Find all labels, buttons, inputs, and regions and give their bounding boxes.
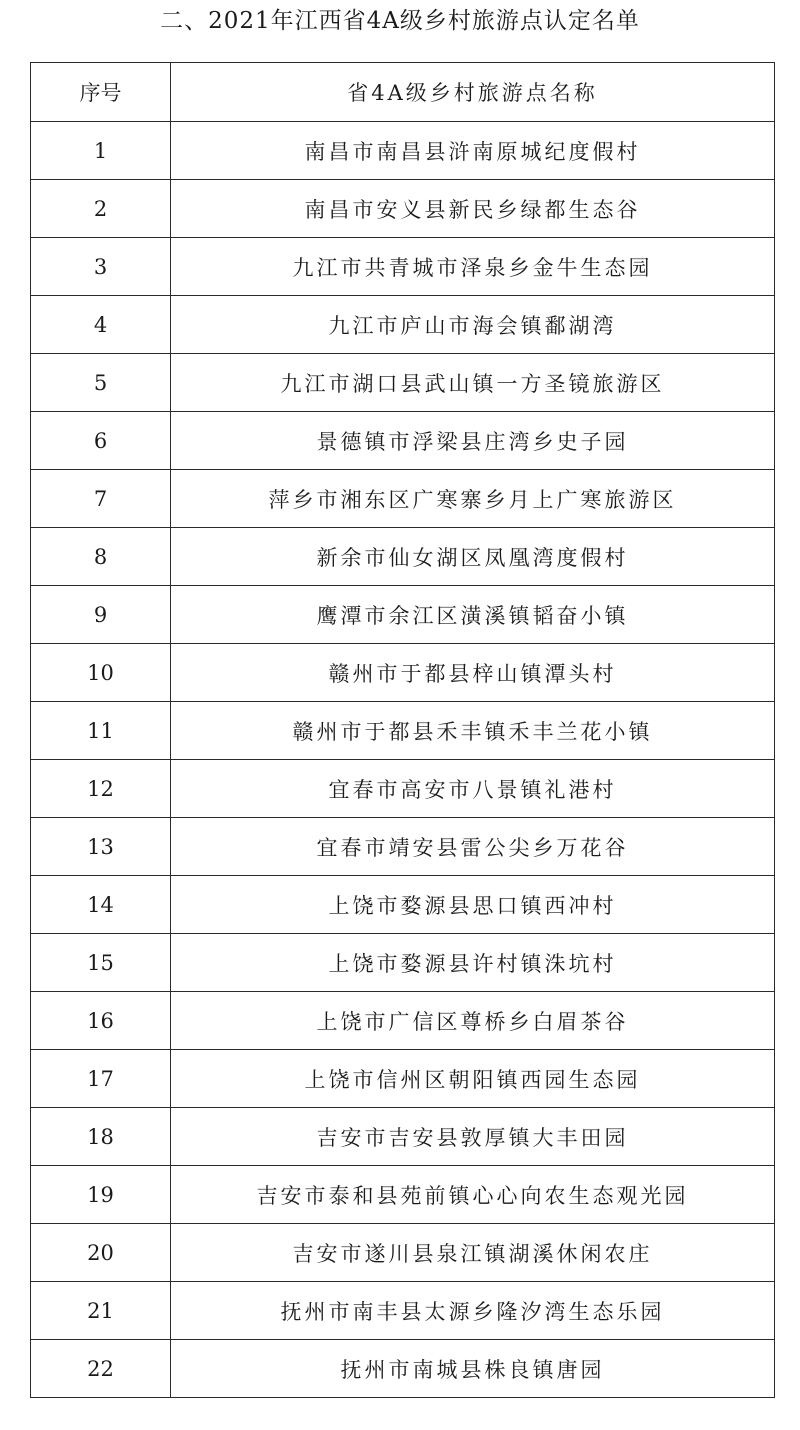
row-index-cell: 4 bbox=[31, 296, 171, 354]
row-index-cell: 11 bbox=[31, 702, 171, 760]
table-row bbox=[31, 122, 775, 180]
table-row bbox=[31, 1224, 775, 1282]
row-index-cell: 5 bbox=[31, 354, 171, 412]
row-name-cell: 上饶市婺源县许村镇洙坑村 bbox=[171, 934, 775, 992]
row-index-cell: 8 bbox=[31, 528, 171, 586]
row-index-cell: 15 bbox=[31, 934, 171, 992]
row-name-cell: 上饶市信州区朝阳镇西园生态园 bbox=[171, 1050, 775, 1108]
row-name-cell: 景德镇市浮梁县庄湾乡史子园 bbox=[171, 412, 775, 470]
column-header-name: 省4A级乡村旅游点名称 bbox=[171, 63, 775, 122]
table-row bbox=[31, 1050, 775, 1108]
row-index-cell: 9 bbox=[31, 586, 171, 644]
row-name-cell: 宜春市靖安县雷公尖乡万花谷 bbox=[171, 818, 775, 876]
row-name-cell: 九江市湖口县武山镇一方圣镜旅游区 bbox=[171, 354, 775, 412]
row-index-cell: 2 bbox=[31, 180, 171, 238]
row-name-cell: 新余市仙女湖区凤凰湾度假村 bbox=[171, 528, 775, 586]
table-row bbox=[31, 1282, 775, 1340]
row-name-cell: 吉安市吉安县敦厚镇大丰田园 bbox=[171, 1108, 775, 1166]
row-name-cell: 南昌市安义县新民乡绿都生态谷 bbox=[171, 180, 775, 238]
table-row bbox=[31, 586, 775, 644]
row-index-cell: 3 bbox=[31, 238, 171, 296]
row-name-cell: 抚州市南丰县太源乡隆汐湾生态乐园 bbox=[171, 1282, 775, 1340]
row-index-cell: 19 bbox=[31, 1166, 171, 1224]
row-name-cell: 宜春市高安市八景镇礼港村 bbox=[171, 760, 775, 818]
row-name-cell: 吉安市泰和县苑前镇心心向农生态观光园 bbox=[171, 1166, 775, 1224]
row-index-cell: 14 bbox=[31, 876, 171, 934]
table-row bbox=[31, 180, 775, 238]
row-index-cell: 12 bbox=[31, 760, 171, 818]
tourism-site-table bbox=[30, 62, 775, 1398]
table-row bbox=[31, 354, 775, 412]
table-row bbox=[31, 296, 775, 354]
table-row bbox=[31, 992, 775, 1050]
row-index-cell: 1 bbox=[31, 122, 171, 180]
row-name-cell: 上饶市广信区尊桥乡白眉茶谷 bbox=[171, 992, 775, 1050]
row-index-cell: 6 bbox=[31, 412, 171, 470]
column-header-index: 序号 bbox=[31, 63, 171, 122]
table-row bbox=[31, 876, 775, 934]
row-name-cell: 赣州市于都县梓山镇潭头村 bbox=[171, 644, 775, 702]
row-index-cell: 18 bbox=[31, 1108, 171, 1166]
table-row bbox=[31, 470, 775, 528]
table-row bbox=[31, 412, 775, 470]
row-index-cell: 21 bbox=[31, 1282, 171, 1340]
page-title: 二、2021年江西省4A级乡村旅游点认定名单 bbox=[160, 8, 640, 34]
row-index-cell: 13 bbox=[31, 818, 171, 876]
table-row bbox=[31, 818, 775, 876]
row-name-cell: 九江市共青城市泽泉乡金牛生态园 bbox=[171, 238, 775, 296]
row-name-cell: 九江市庐山市海会镇鄱湖湾 bbox=[171, 296, 775, 354]
table-row bbox=[31, 1340, 775, 1398]
table-header-row bbox=[31, 63, 775, 122]
table-row bbox=[31, 1108, 775, 1166]
table-row bbox=[31, 934, 775, 992]
row-name-cell: 南昌市南昌县浒南原城纪度假村 bbox=[171, 122, 775, 180]
row-name-cell: 上饶市婺源县思口镇西冲村 bbox=[171, 876, 775, 934]
row-name-cell: 鹰潭市余江区潢溪镇韬奋小镇 bbox=[171, 586, 775, 644]
row-name-cell: 赣州市于都县禾丰镇禾丰兰花小镇 bbox=[171, 702, 775, 760]
table-row bbox=[31, 238, 775, 296]
table-row bbox=[31, 760, 775, 818]
table-row bbox=[31, 702, 775, 760]
table-row bbox=[31, 644, 775, 702]
table-row bbox=[31, 528, 775, 586]
row-index-cell: 10 bbox=[31, 644, 171, 702]
row-name-cell: 吉安市遂川县泉江镇湖溪休闲农庄 bbox=[171, 1224, 775, 1282]
row-index-cell: 16 bbox=[31, 992, 171, 1050]
row-index-cell: 20 bbox=[31, 1224, 171, 1282]
row-name-cell: 抚州市南城县株良镇唐园 bbox=[171, 1340, 775, 1398]
row-name-cell: 萍乡市湘东区广寒寨乡月上广寒旅游区 bbox=[171, 470, 775, 528]
row-index-cell: 22 bbox=[31, 1340, 171, 1398]
row-index-cell: 17 bbox=[31, 1050, 171, 1108]
table-row bbox=[31, 1166, 775, 1224]
row-index-cell: 7 bbox=[31, 470, 171, 528]
